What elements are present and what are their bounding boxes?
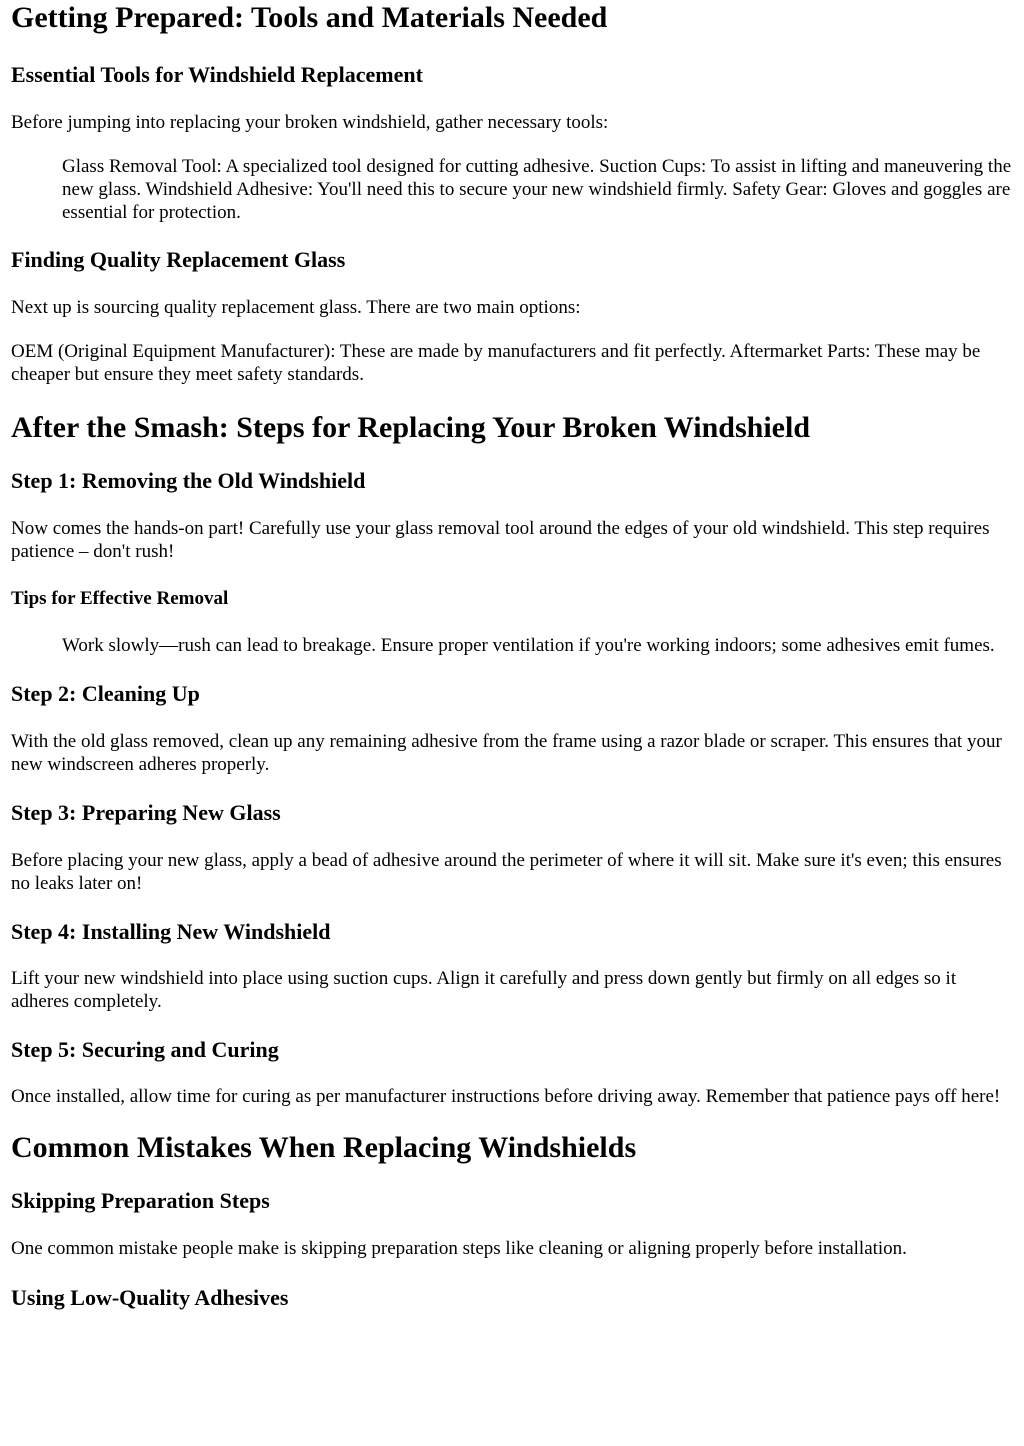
- section-title-after-the-smash: After the Smash: Steps for Replacing Your Broken Windshield: [11, 411, 810, 444]
- paragraph-step-5: Once installed, allow time for curing as per manufacturer instructions before driving away. Remember that patience pays off here!: [11, 1086, 1001, 1107]
- tools-list: Glass Removal Tool: A specialized tool designed for cutting adhesive. Suction Cups: To assist in lifting and maneuvering the new glass. Windshield Adhesive: You'll need this to secure your new windshield firmly. Safety Gear: Gloves and goggles are essential for protection.: [62, 156, 1012, 223]
- heading-removal-tips: Tips for Effective Removal: [11, 588, 229, 609]
- paragraph-step-3: Before placing your new glass, apply a bead of adhesive around the perimeter of where it will sit. Make sure it's even; this ensures no leaks later on!: [11, 850, 1002, 894]
- paragraph-step-2: With the old glass removed, clean up any remaining adhesive from the frame using a razor blade or scraper. This ensures that your new windscreen adheres properly.: [11, 731, 1002, 775]
- paragraph-glass-options: OEM (Original Equipment Manufacturer): These are made by manufacturers and fit perfectly. Aftermarket Parts: These may be cheaper but ensure they meet safety standards.: [11, 341, 981, 385]
- heading-finding-glass: Finding Quality Replacement Glass: [11, 247, 346, 272]
- section-title-getting-prepared: Getting Prepared: Tools and Materials Needed: [11, 1, 608, 34]
- heading-step-1: Step 1: Removing the Old Windshield: [11, 468, 366, 493]
- section-title-common-mistakes: Common Mistakes When Replacing Windshields: [11, 1131, 637, 1164]
- heading-skipping-preparation: Skipping Preparation Steps: [11, 1188, 270, 1213]
- heading-step-3: Step 3: Preparing New Glass: [11, 800, 281, 825]
- paragraph-skipping-preparation: One common mistake people make is skipping preparation steps like cleaning or aligning properly before installation.: [11, 1238, 907, 1259]
- heading-essential-tools: Essential Tools for Windshield Replacement: [11, 62, 423, 87]
- paragraph-step-1: Now comes the hands-on part! Carefully use your glass removal tool around the edges of your old windshield. This step requires patience – don't rush!: [11, 518, 990, 562]
- paragraph-step-4: Lift your new windshield into place using suction cups. Align it carefully and press down gently but firmly on all edges so it adheres completely.: [11, 968, 957, 1012]
- removal-tips-list: Work slowly—rush can lead to breakage. Ensure proper ventilation if you're working indoors; some adhesives emit fumes.: [62, 635, 995, 656]
- heading-step-5: Step 5: Securing and Curing: [11, 1037, 279, 1062]
- heading-low-quality-adhesives: Using Low-Quality Adhesives: [11, 1285, 289, 1310]
- paragraph-tools-intro: Before jumping into replacing your broken windshield, gather necessary tools:: [11, 112, 609, 133]
- heading-step-2: Step 2: Cleaning Up: [11, 681, 200, 706]
- paragraph-glass-intro: Next up is sourcing quality replacement glass. There are two main options:: [11, 297, 581, 318]
- heading-step-4: Step 4: Installing New Windshield: [11, 919, 331, 944]
